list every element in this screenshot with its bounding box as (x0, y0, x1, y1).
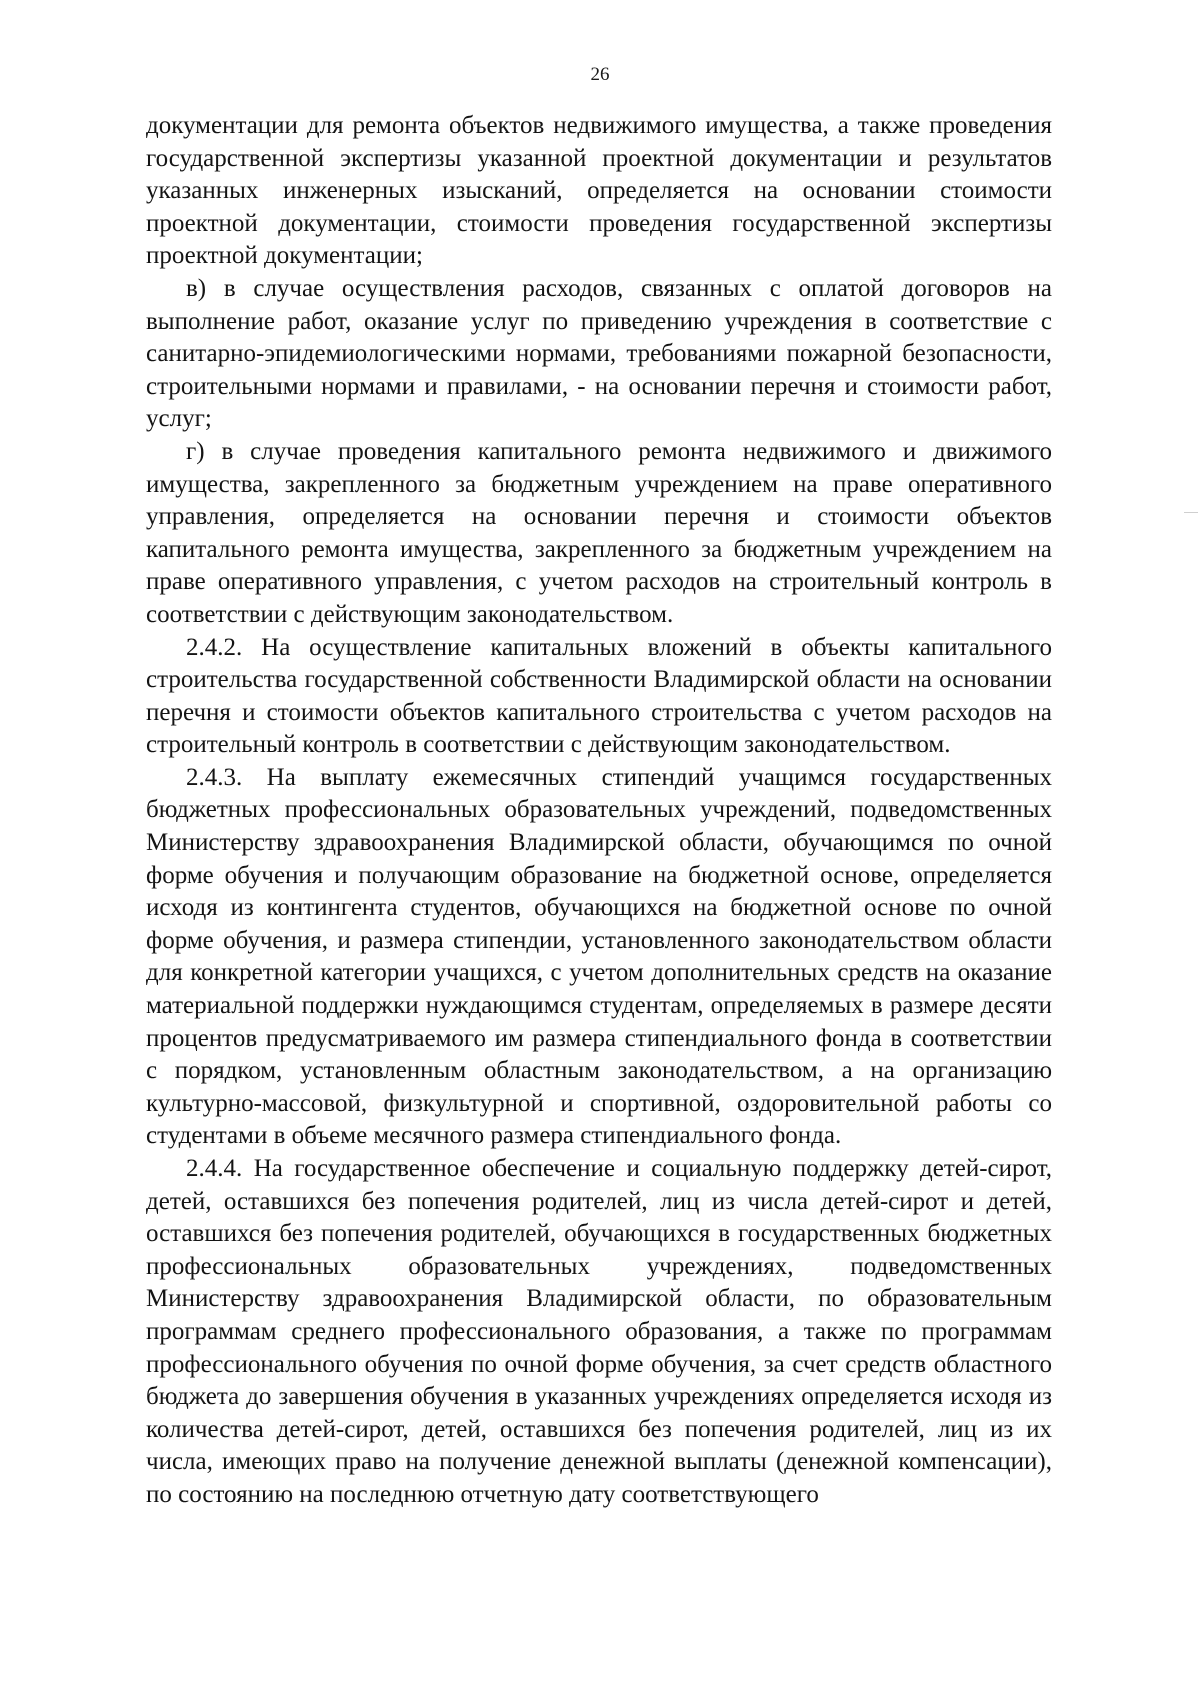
paragraph-2-4-3: 2.4.3. На выплату ежемесячных стипендий учащимся государственных бюджетных профессиональных образовательных учреждений, подведомственных Министерству здравоохранения Владимирской области, обучающимся по очной форме обучения и получающим образование на бюджетной основе, определяется исходя из контингента студентов, обучающихся на бюджетной основе по очной форме обучения, и размера стипендии, установленного законодательством области для конкретной категории учащихся, с учетом дополнительных средств на оказание материальной поддержки нуждающимся студентам, определяемых в размере десяти процентов предусматриваемого им размера стипендиального фонда в соответствии с порядком, установленным областным законодательством, а на организацию культурно-массовой, физкультурной и спортивной, оздоровительной работы со студентами в объеме месячного размера стипендиального фонда. (146, 763, 1052, 1150)
paragraph-continuation: документации для ремонта объектов недвижимого имущества, а также проведения государственной экспертизы указанной проектной документации и результатов указанных инженерных изысканий, определяется на основании стоимости проектной документации, стоимости проведения государственной экспертизы проектной документации; (146, 112, 1052, 270)
scan-margin-mark (1184, 512, 1198, 513)
document-body (146, 110, 1052, 1512)
page-number: 26 (590, 64, 610, 85)
paragraph-2-4-4: 2.4.4. На государственное обеспечение и социальную поддержку детей-сирот, детей, оставшихся без попечения родителей, лиц из числа детей-сирот и детей, оставшихся без попечения родителей, обучающихся в государственных бюджетных профессиональных образовательных учреждениях, подведомственных Министерству здравоохранения Владимирской области, по образовательным программам среднего профессионального образования, а также по программам профессионального обучения по очной форме обучения, за счет средств областного бюджета до завершения обучения в указанных учреждениях определяется исходя из количества детей-сирот, детей, оставшихся без попечения родителей, лиц из их числа, имеющих право на получение денежной выплаты (денежной компенсации), по состоянию на последнюю отчетную дату соответствующего (146, 1155, 1052, 1508)
paragraph-item-g: г) в случае проведения капитального ремонта недвижимого и движимого имущества, закрепленного за бюджетным учреждением на праве оперативного управления, определяется на основании перечня и стоимости объектов капитального ремонта имущества, закрепленного за бюджетным учреждением на праве оперативного управления, с учетом расходов на строительный контроль в соответствии с действующим законодательством. (146, 437, 1052, 628)
paragraph-2-4-2: 2.4.2. На осуществление капитальных вложений в объекты капитального строительства государственной собственности Владимирской области на основании перечня и стоимости объектов капитального строительства с учетом расходов на строительный контроль в соответствии с действующим законодательством. (146, 633, 1052, 759)
paragraph-item-v: в) в случае осуществления расходов, связанных с оплатой договоров на выполнение работ, оказание услуг по приведению учреждения в соответствие с санитарно-эпидемиологическими нормами, требованиями пожарной безопасности, строительными нормами и правилами, - на основании перечня и стоимости работ, услуг; (146, 274, 1052, 433)
